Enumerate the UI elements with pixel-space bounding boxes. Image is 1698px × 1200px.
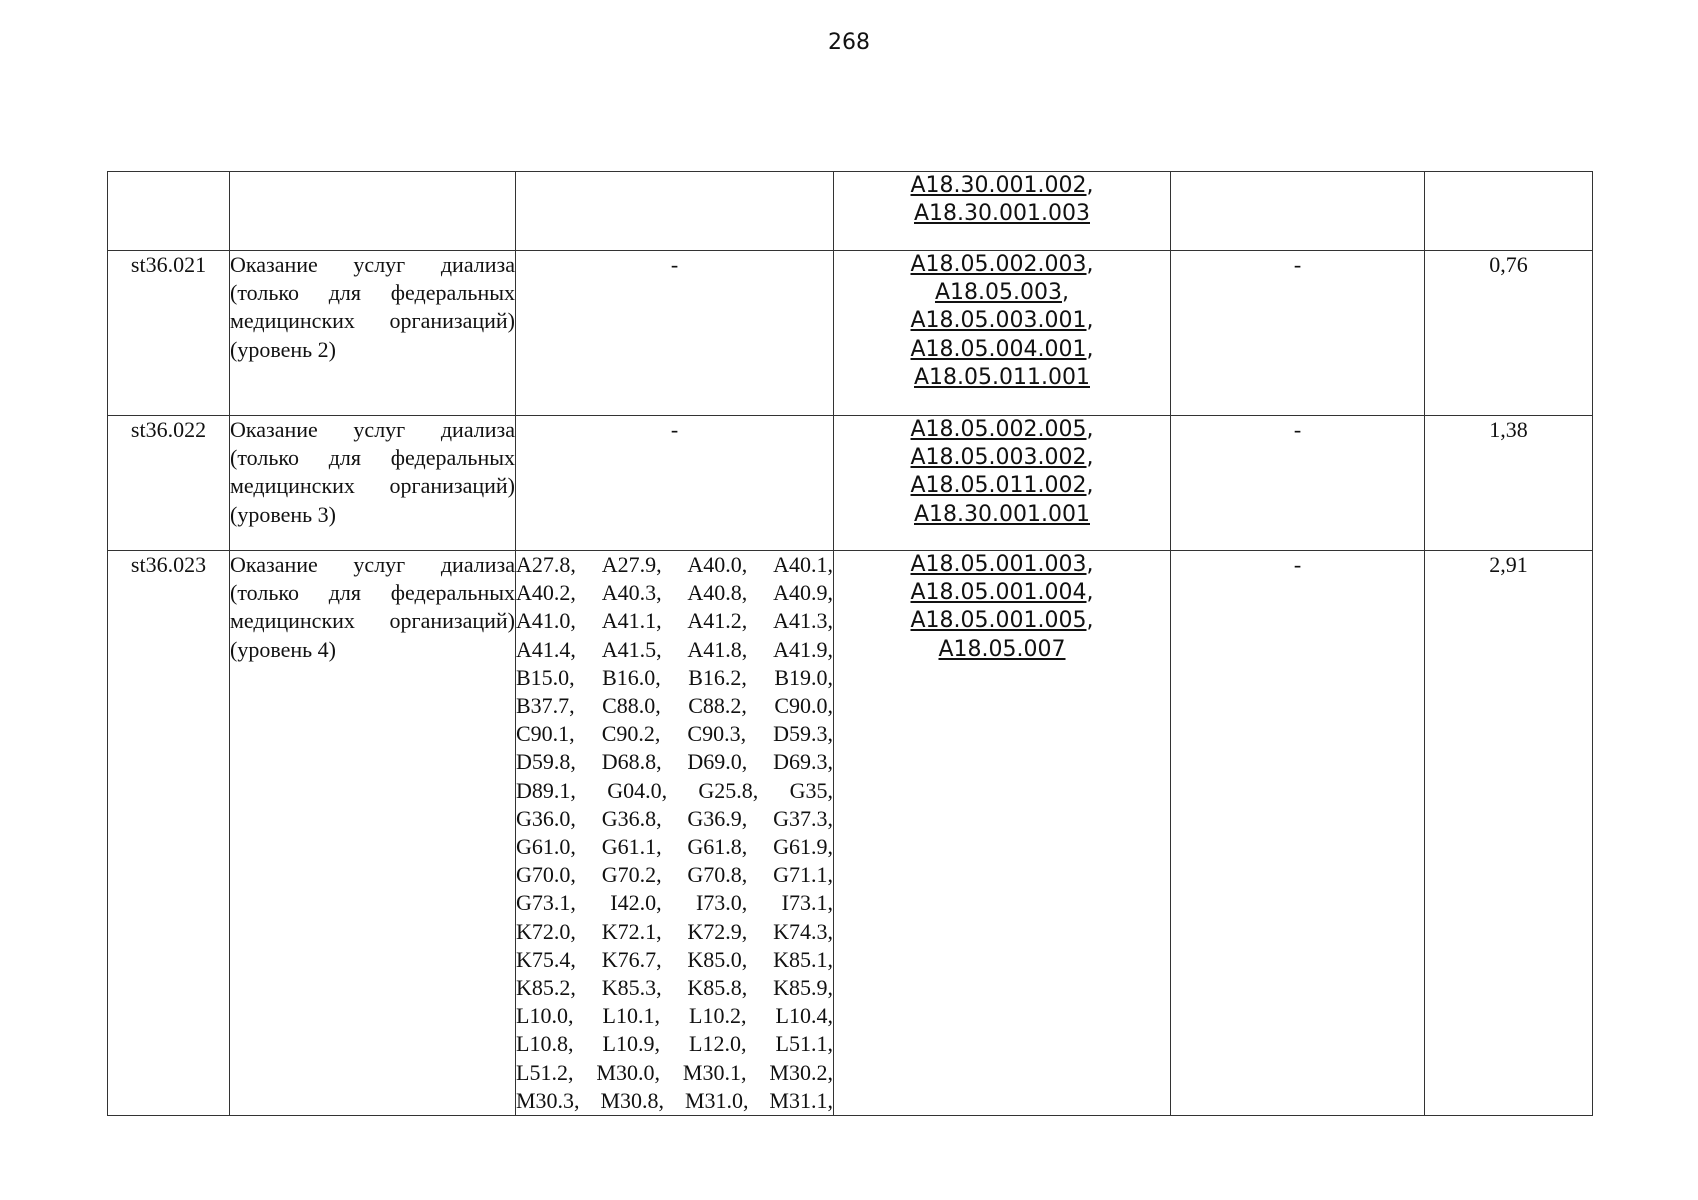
service-code-item[interactable] bbox=[834, 200, 1170, 228]
table-row bbox=[108, 251, 1593, 416]
ksg-code-cell: st36.021 bbox=[108, 251, 230, 416]
additional-criterion-cell: - bbox=[1171, 416, 1425, 551]
service-code-link[interactable]: A18.30.001.003 bbox=[914, 201, 1090, 227]
service-code-item[interactable] bbox=[834, 636, 1170, 664]
diagnosis-code-line: G70.0, G70.2, G70.8, G71.1, bbox=[516, 862, 833, 888]
diagnosis-code-line: G36.0, G36.8, G36.9, G37.3, bbox=[516, 805, 833, 831]
coefficient-cell: 1,38 bbox=[1425, 416, 1593, 551]
table-row bbox=[108, 551, 1593, 1116]
ksg-code-cell: st36.022 bbox=[108, 416, 230, 551]
coefficient-cell: 2,91 bbox=[1425, 551, 1593, 1116]
service-codes-cell bbox=[834, 251, 1171, 416]
additional-criterion-cell: - bbox=[1171, 251, 1425, 416]
service-code-item[interactable]: A18.05.002.005, bbox=[910, 417, 1094, 442]
service-codes-cell bbox=[834, 551, 1171, 1116]
coefficient-cell: 0,76 bbox=[1425, 251, 1593, 416]
service-code-link[interactable]: A18.30.001.001 bbox=[914, 501, 1090, 527]
diagnosis-code-line: L51.2, M30.0, M30.1, M30.2, bbox=[516, 1059, 833, 1085]
diagnosis-code-line: M30.3, M30.8, M31.0, M31.1, bbox=[516, 1087, 833, 1113]
diagnosis-code-line: D89.1, G04.0, G25.8, G35, bbox=[516, 777, 833, 803]
diagnosis-code-line: G61.0, G61.1, G61.8, G61.9, bbox=[516, 834, 833, 860]
service-code-item[interactable]: A18.05.003.002, bbox=[910, 445, 1094, 471]
service-code-item[interactable] bbox=[834, 364, 1170, 392]
diagnosis-code-line: A40.2, A40.3, A40.8, A40.9, bbox=[516, 580, 833, 606]
ksg-name-cell: Оказание услуг диализа (только для федеральных медицинских организаций) (уровень 3) bbox=[230, 416, 516, 551]
service-code-link[interactable]: A18.05.011.002 bbox=[910, 473, 1087, 499]
service-code-item[interactable]: A18.05.004.001, bbox=[910, 336, 1094, 362]
diagnosis-code-line: B15.0, B16.0, B16.2, B19.0, bbox=[516, 664, 833, 690]
ksg-name-cell: Оказание услуг диализа (только для федеральных медицинских организаций) (уровень 2) bbox=[230, 251, 516, 416]
service-code-link[interactable]: A18.30.001.002 bbox=[910, 173, 1087, 198]
diagnosis-code-line: C90.1, C90.2, C90.3, D59.3, bbox=[516, 721, 833, 747]
diagnosis-code-line: G73.1, I42.0, I73.0, I73.1, bbox=[516, 890, 833, 916]
table-row bbox=[108, 172, 1593, 251]
coefficient-cell bbox=[1425, 172, 1593, 251]
diagnosis-code-line: K75.4, K76.7, K85.0, K85.1, bbox=[516, 946, 833, 972]
ksg-name-cell: Оказание услуг диализа (только для федеральных медицинских организаций) (уровень 4) bbox=[230, 551, 516, 1116]
diagnosis-code-line: D59.8, D68.8, D69.0, D69.3, bbox=[516, 749, 833, 775]
service-code-item[interactable]: A18.05.001.005, bbox=[910, 608, 1094, 634]
diagnosis-codes-cell bbox=[516, 172, 834, 251]
additional-criterion-cell bbox=[1171, 172, 1425, 251]
additional-criterion-cell: - bbox=[1171, 551, 1425, 1116]
ksg-name-cell bbox=[230, 172, 516, 251]
service-code-item[interactable]: A18.30.001.002, bbox=[910, 173, 1094, 198]
service-codes-cell bbox=[834, 416, 1171, 551]
service-code-link[interactable]: A18.05.011.001 bbox=[914, 364, 1090, 390]
diagnosis-code-line: K72.0, K72.1, K72.9, K74.3, bbox=[516, 918, 833, 944]
service-code-link[interactable]: A18.05.001.005 bbox=[910, 608, 1087, 634]
diagnosis-code-line: B37.7, C88.0, C88.2, C90.0, bbox=[516, 693, 833, 719]
service-code-link[interactable]: A18.05.002.003 bbox=[910, 252, 1087, 277]
service-code-item[interactable] bbox=[834, 501, 1170, 529]
service-code-link[interactable]: A18.05.002.005 bbox=[910, 417, 1087, 442]
service-code-link[interactable]: A18.05.001.004 bbox=[910, 580, 1087, 606]
service-code-item[interactable]: A18.05.011.002, bbox=[910, 473, 1094, 499]
diagnosis-codes-cell: - bbox=[516, 416, 834, 551]
tariff-table bbox=[107, 171, 1593, 1116]
diagnosis-code-line: A27.8, A27.9, A40.0, A40.1, bbox=[516, 552, 833, 577]
diagnosis-codes-cell: - bbox=[516, 251, 834, 416]
service-code-link[interactable]: A18.05.001.003 bbox=[910, 552, 1087, 577]
diagnosis-code-line: L10.8, L10.9, L12.0, L51.1, bbox=[516, 1031, 833, 1057]
service-code-link[interactable]: A18.05.003 bbox=[934, 280, 1062, 306]
service-code-item[interactable]: A18.05.001.003, bbox=[910, 552, 1094, 577]
ksg-code-cell bbox=[108, 172, 230, 251]
service-code-link[interactable]: A18.05.003.002 bbox=[910, 445, 1087, 471]
diagnosis-code-line: A41.4, A41.5, A41.8, A41.9, bbox=[516, 636, 833, 662]
service-code-link[interactable]: A18.05.003.001 bbox=[910, 308, 1087, 334]
diagnosis-code-line: L10.0, L10.1, L10.2, L10.4, bbox=[516, 1003, 833, 1029]
diagnosis-code-line: A41.0, A41.1, A41.2, A41.3, bbox=[516, 608, 833, 634]
service-codes-cell bbox=[834, 172, 1171, 251]
service-code-item[interactable]: A18.05.003, bbox=[934, 280, 1069, 306]
service-code-item[interactable]: A18.05.001.004, bbox=[910, 580, 1094, 606]
service-code-item[interactable]: A18.05.002.003, bbox=[910, 252, 1094, 277]
service-code-item[interactable]: A18.05.003.001, bbox=[910, 308, 1094, 334]
page-number: 268 bbox=[828, 30, 870, 55]
diagnosis-code-line: K85.2, K85.3, K85.8, K85.9, bbox=[516, 975, 833, 1001]
diagnosis-codes-cell bbox=[516, 551, 834, 1116]
service-code-link[interactable]: A18.05.007 bbox=[938, 636, 1066, 662]
ksg-code-cell: st36.023 bbox=[108, 551, 230, 1116]
table-row bbox=[108, 416, 1593, 551]
service-code-link[interactable]: A18.05.004.001 bbox=[910, 336, 1087, 362]
